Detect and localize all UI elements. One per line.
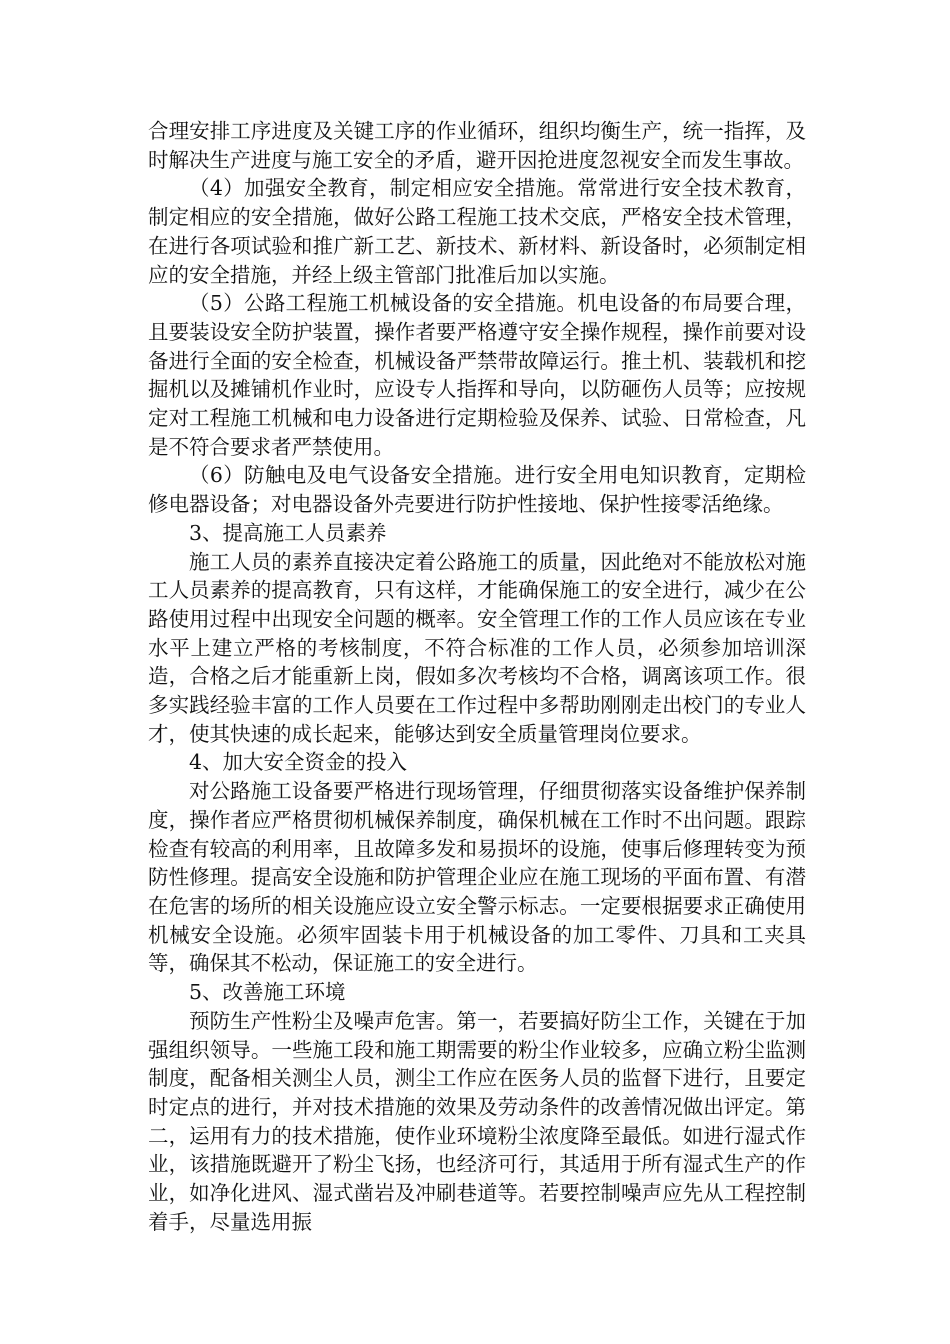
paragraph-machinery-safety: （5）公路工程施工机械设备的安全措施。机电设备的布局要合理，且要装设安全防护装置，操作者要严格遵守安全操作规程，操作前要对设备进行全面的安全检查，机械设备严禁带故障运行。推土机、装载机和挖掘机以及摊铺机作业时，应设专人指挥和导向，以防砸伤人员等；应按规定对工程施工机械和电力设备进行定期检验及保养、试验、日常检查，凡是不符合要求者严禁使用。	[148, 291, 806, 459]
section-heading-5: 5、改善施工环境	[189, 980, 346, 1005]
paragraph-safety-education: （4）加强安全教育，制定相应安全措施。常常进行安全技术教育，制定相应的安全措施，做好公路工程施工技术交底，严格安全技术管理，在进行各项试验和推广新工艺、新技术、新材料、新设备时，必须制定相应的安全措施，并经上级主管部门批准后加以实施。	[148, 176, 806, 287]
section-heading-3: 3、提高施工人员素养	[189, 520, 387, 545]
section-heading-4: 4、加大安全资金的投入	[189, 750, 408, 775]
document-page	[148, 117, 806, 1236]
paragraph-safety-funding: 对公路施工设备要严格进行现场管理，仔细贯彻落实设备维护保养制度，操作者应严格贯彻机械保养制度，确保机械在工作时不出问题。跟踪检查有较高的利用率，且故障多发和易损坏的设施，使事后修理转变为预防性修理。提高安全设施和防护管理企业应在施工现场的平面布置、有潜在危害的场所的相关设施应设立安全警示标志。一定要根据要求正确使用机械安全设施。必须牢固装卡用于机械设备的加工零件、刀具和工夹具等，确保其不松动，保证施工的安全进行。	[148, 779, 806, 976]
paragraph-electrical-safety: （6）防触电及电气设备安全措施。进行安全用电知识教育，定期检修电器设备；对电器设备外壳要进行防护性接地、保护性接零活绝缘。	[148, 463, 806, 517]
paragraph-intro: 合理安排工序进度及关键工序的作业循环，组织均衡生产，统一指挥，及时解决生产进度与施工安全的矛盾，避开因抢进度忽视安全而发生事故。	[148, 119, 806, 172]
paragraph-environment: 预防生产性粉尘及噪声危害。第一，若要搞好防尘工作，关键在于加强组织领导。一些施工段和施工期需要的粉尘作业较多，应确立粉尘监测制度，配备相关测尘人员，测尘工作应在医务人员的监督下进行，且要定时定点的进行，并对技术措施的效果及劳动条件的改善情况做出评定。第二，运用有力的技术措施，使作业环境粉尘浓度降至最低。如进行湿式作业，该措施既避开了粉尘飞扬，也经济可行，其适用于所有湿式生产的作业，如净化进风、湿式凿岩及冲刷巷道等。若要控制噪声应先从工程控制着手，尽量选用振	[148, 1008, 806, 1234]
paragraph-personnel-quality: 施工人员的素养直接决定着公路施工的质量，因此绝对不能放松对施工人员素养的提高教育，只有这样，才能确保施工的安全进行，减少在公路使用过程中出现安全问题的概率。安全管理工作的工作人员应该在专业水平上建立严格的考核制度，不符合标准的工作人员，必须参加培训深造，合格之后才能重新上岗，假如多次考核均不合格，调离该项工作。很多实践经验丰富的工作人员要在工作过程中多帮助刚刚走出校门的专业人才，使其快速的成长起来，能够达到安全质量管理岗位要求。	[148, 549, 806, 746]
